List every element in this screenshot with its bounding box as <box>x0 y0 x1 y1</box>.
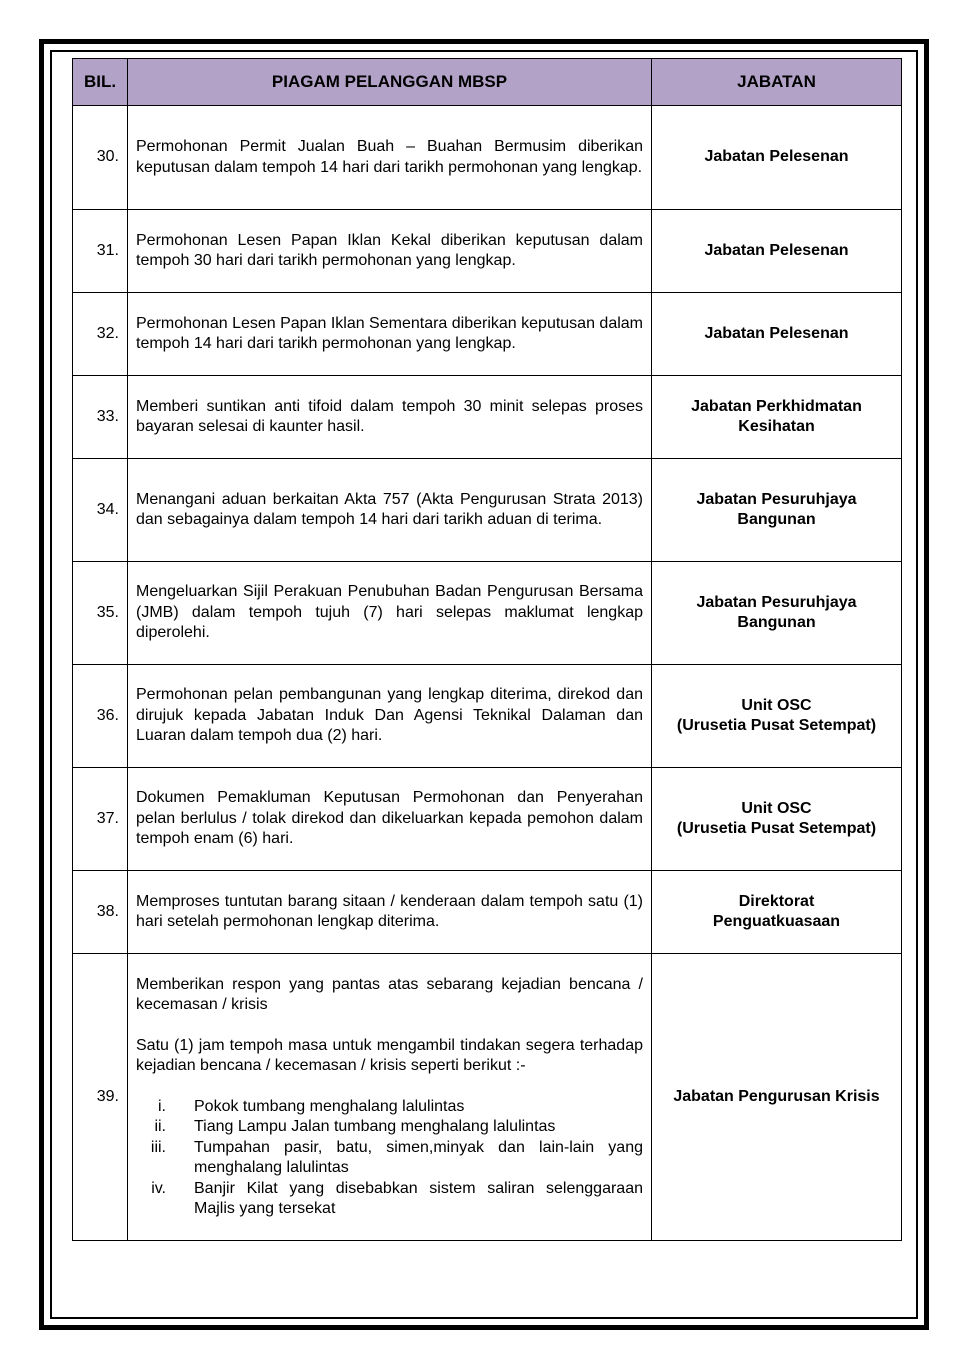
list-item <box>136 1117 643 1138</box>
table-row <box>73 562 902 665</box>
list-item-text: Tiang Lampu Jalan tumbang menghalang lalulintas <box>194 1118 556 1135</box>
row-department <box>652 665 902 768</box>
customer-charter-table <box>72 58 902 1241</box>
row-description <box>128 954 652 1241</box>
row-department: Jabatan Pelesenan <box>652 106 902 210</box>
row-description: Menangani aduan berkaitan Akta 757 (Akta Pengurusan Strata 2013) dan sebagainya dalam tempoh 14 hari dari tarikh aduan di terima. <box>128 459 652 562</box>
department-line: (Urusetia Pusat Setempat) <box>676 820 877 837</box>
row-department: Jabatan Pengurusan Krisis <box>652 954 902 1241</box>
row-description: Permohonan Lesen Papan Iklan Kekal diberikan keputusan dalam tempoh 30 hari dari tarikh permohonan yang lengkap. <box>128 210 652 293</box>
table-row <box>73 376 902 459</box>
row-number: 34. <box>73 459 128 562</box>
list-item-marker: i. <box>158 1097 166 1115</box>
row-description: Permohonan Lesen Papan Iklan Sementara diberikan keputusan dalam tempoh 14 hari dari tarikh permohonan yang lengkap. <box>128 293 652 376</box>
department-line: (Urusetia Pusat Setempat) <box>676 717 877 734</box>
row-number: 35. <box>73 562 128 665</box>
list-item-text: Pokok tumbang menghalang lalulintas <box>194 1097 465 1115</box>
row-department <box>652 562 902 665</box>
list-item-marker: ii. <box>154 1118 166 1135</box>
row-number: 31. <box>73 210 128 293</box>
list-item-marker: iii. <box>150 1138 166 1156</box>
row-number: 30. <box>73 106 128 210</box>
row-number: 32. <box>73 293 128 376</box>
row-department <box>652 768 902 871</box>
department-line: Unit OSC <box>741 696 812 714</box>
row-number: 39. <box>73 954 128 1241</box>
row-department <box>652 871 902 954</box>
header-jabatan: JABATAN <box>652 59 902 106</box>
row-number: 38. <box>73 871 128 954</box>
row-description: Memproses tuntutan barang sitaan / kenderaan dalam tempoh satu (1) hari setelah permohonan lengkap diterima. <box>128 871 652 954</box>
department-line: Penguatkuasaan <box>712 913 841 930</box>
department-line: Bangunan <box>737 511 816 528</box>
row-department <box>652 376 902 459</box>
department-line: Jabatan Pesuruhjaya <box>696 490 857 508</box>
table-row <box>73 293 902 376</box>
department-line: Bangunan <box>737 614 816 631</box>
table-row <box>73 459 902 562</box>
table-header-row <box>73 59 902 106</box>
list-item <box>136 1179 643 1220</box>
list-item-marker: iv. <box>151 1179 166 1197</box>
description-paragraph: Satu (1) jam tempoh masa untuk mengambil tindakan segera terhadap kejadian bencana / kecemasan / krisis seperti berikut :- <box>136 1036 643 1074</box>
table-row <box>73 768 902 871</box>
department-line: Jabatan Pesuruhjaya <box>696 593 857 611</box>
department-line: Jabatan Perkhidmatan <box>691 397 862 415</box>
row-description: Permohonan pelan pembangunan yang lengkap diterima, direkod dan dirujuk kepada Jabatan Induk Dan Agensi Teknikal Dalaman dan Luaran dalam tempoh dua (2) hari. <box>128 665 652 768</box>
table-row <box>73 871 902 954</box>
paragraph-gap <box>136 1016 643 1036</box>
list-item <box>136 1097 643 1118</box>
department-line: Kesihatan <box>738 418 815 435</box>
paragraph-gap <box>136 1077 643 1097</box>
header-bil: BIL. <box>73 59 128 106</box>
row-department <box>652 459 902 562</box>
table-row <box>73 210 902 293</box>
row-description: Permohonan Permit Jualan Buah – Buahan Bermusim diberikan keputusan dalam tempoh 14 hari dari tarikh permohonan yang lengkap. <box>128 106 652 210</box>
table-row <box>73 954 902 1241</box>
header-piagam: PIAGAM PELANGGAN MBSP <box>128 59 652 106</box>
row-number: 36. <box>73 665 128 768</box>
row-number: 37. <box>73 768 128 871</box>
table-row <box>73 106 902 210</box>
row-description: Mengeluarkan Sijil Perakuan Penubuhan Badan Pengurusan Bersama (JMB) dalam tempoh tujuh (7) hari selepas maklumat lengkap diperolehi. <box>128 562 652 665</box>
description-paragraph: Memberikan respon yang pantas atas sebarang kejadian bencana / kecemasan / krisis <box>136 975 643 1013</box>
row-number: 33. <box>73 376 128 459</box>
row-description: Dokumen Pemakluman Keputusan Permohonan dan Penyerahan pelan berlulus / tolak direkod dan dikeluarkan kepada pemohon dalam tempoh enam (6) hari. <box>128 768 652 871</box>
row-department: Jabatan Pelesenan <box>652 293 902 376</box>
table-row <box>73 665 902 768</box>
row-description: Memberi suntikan anti tifoid dalam tempoh 30 minit selepas proses bayaran selesai di kaunter hasil. <box>128 376 652 459</box>
list-item-text: Banjir Kilat yang disebabkan sistem saliran selenggaraan Majlis yang tersekat <box>194 1179 643 1217</box>
department-line: Direktorat <box>738 892 815 910</box>
row-department: Jabatan Pelesenan <box>652 210 902 293</box>
list-item-text: Tumpahan pasir, batu, simen,minyak dan lain-lain yang menghalang lalulintas <box>194 1138 643 1176</box>
department-line: Unit OSC <box>741 799 812 817</box>
list-item <box>136 1138 643 1179</box>
